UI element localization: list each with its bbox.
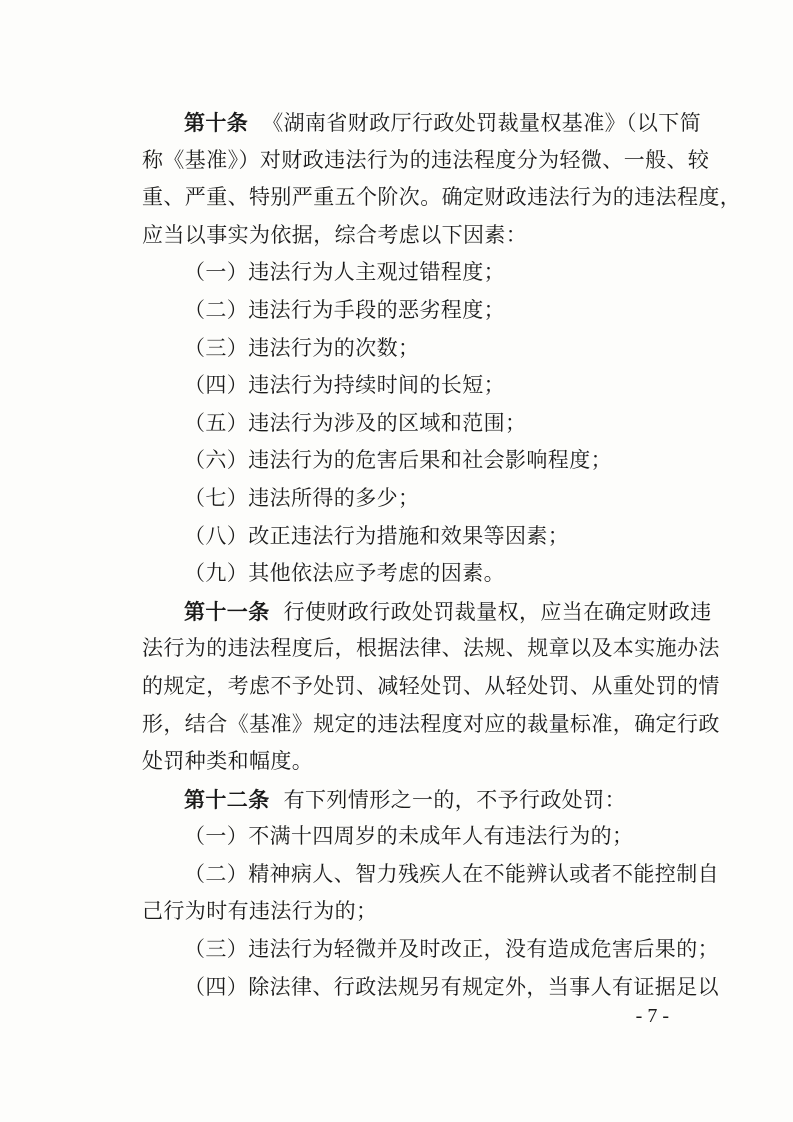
list-item: （九）其他依法应予考虑的因素。 bbox=[184, 561, 505, 586]
article-10-text: 《湖南省财政厅行政处罚裁量权基准》（以下简 bbox=[262, 111, 702, 135]
list-item: （七）违法所得的多少； bbox=[184, 485, 420, 510]
list-item: （三）违法行为轻微并及时改正，没有造成危害后果的； bbox=[184, 937, 719, 962]
page-number: - 7 - bbox=[635, 1005, 669, 1027]
article-11-line: 形，结合《基准》规定的违法程度对应的裁量标准，确定行政 bbox=[142, 711, 720, 736]
article-11-text: 行使财政行政处罚裁量权，应当在确定财政违 bbox=[283, 599, 712, 624]
list-item: （四）违法行为持续时间的长短； bbox=[184, 373, 505, 398]
article-10-line: 应当以事实为依据，综合考虑以下因素： bbox=[142, 222, 528, 247]
list-item: （四）除法律、行政法规另有规定外，当事人有证据足以 bbox=[184, 974, 719, 999]
list-item: （三）违法行为的次数； bbox=[184, 335, 420, 360]
article-11-line: 法行为的违法程度后，根据法律、法规、规章以及本实施办法 bbox=[142, 636, 720, 661]
article-12-heading: 第十二条 bbox=[184, 786, 270, 812]
article-10-line: 重、严重、特别严重五个阶次。确定财政违法行为的违法程度， bbox=[142, 185, 742, 210]
list-item: （五）违法行为涉及的区域和范围； bbox=[184, 410, 527, 435]
list-item: （二）违法行为手段的恶劣程度； bbox=[184, 297, 505, 322]
article-12-text: 有下列情形之一的，不予行政处罚： bbox=[283, 787, 627, 812]
article-11-heading: 第十一条 bbox=[184, 598, 270, 624]
article-11-line: 处罚种类和幅度。 bbox=[142, 749, 314, 774]
list-item: （六）违法行为的危害后果和社会影响程度； bbox=[184, 448, 612, 473]
list-item: （一）不满十四周岁的未成年人有违法行为的； bbox=[184, 824, 634, 849]
article-12-first-line bbox=[142, 781, 672, 819]
article-10-first-line bbox=[142, 104, 702, 142]
list-item: （二）精神病人、智力残疾人在不能辨认或者不能控制自 bbox=[184, 861, 719, 886]
list-item-continuation: 己行为时有违法行为的； bbox=[142, 899, 378, 924]
article-11-line: 的规定，考虑不予处罚、减轻处罚、从轻处罚、从重处罚的情 bbox=[142, 673, 720, 698]
article-10-heading: 第十条 bbox=[184, 110, 249, 135]
article-11-first-line bbox=[142, 593, 712, 631]
list-item: （一）违法行为人主观过错程度； bbox=[184, 260, 505, 285]
list-item: （八）改正违法行为措施和效果等因素； bbox=[184, 523, 570, 548]
document-body bbox=[142, 104, 742, 1006]
article-10-line: 称《基准》）对财政违法行为的违法程度分为轻微、一般、较 bbox=[142, 147, 710, 172]
